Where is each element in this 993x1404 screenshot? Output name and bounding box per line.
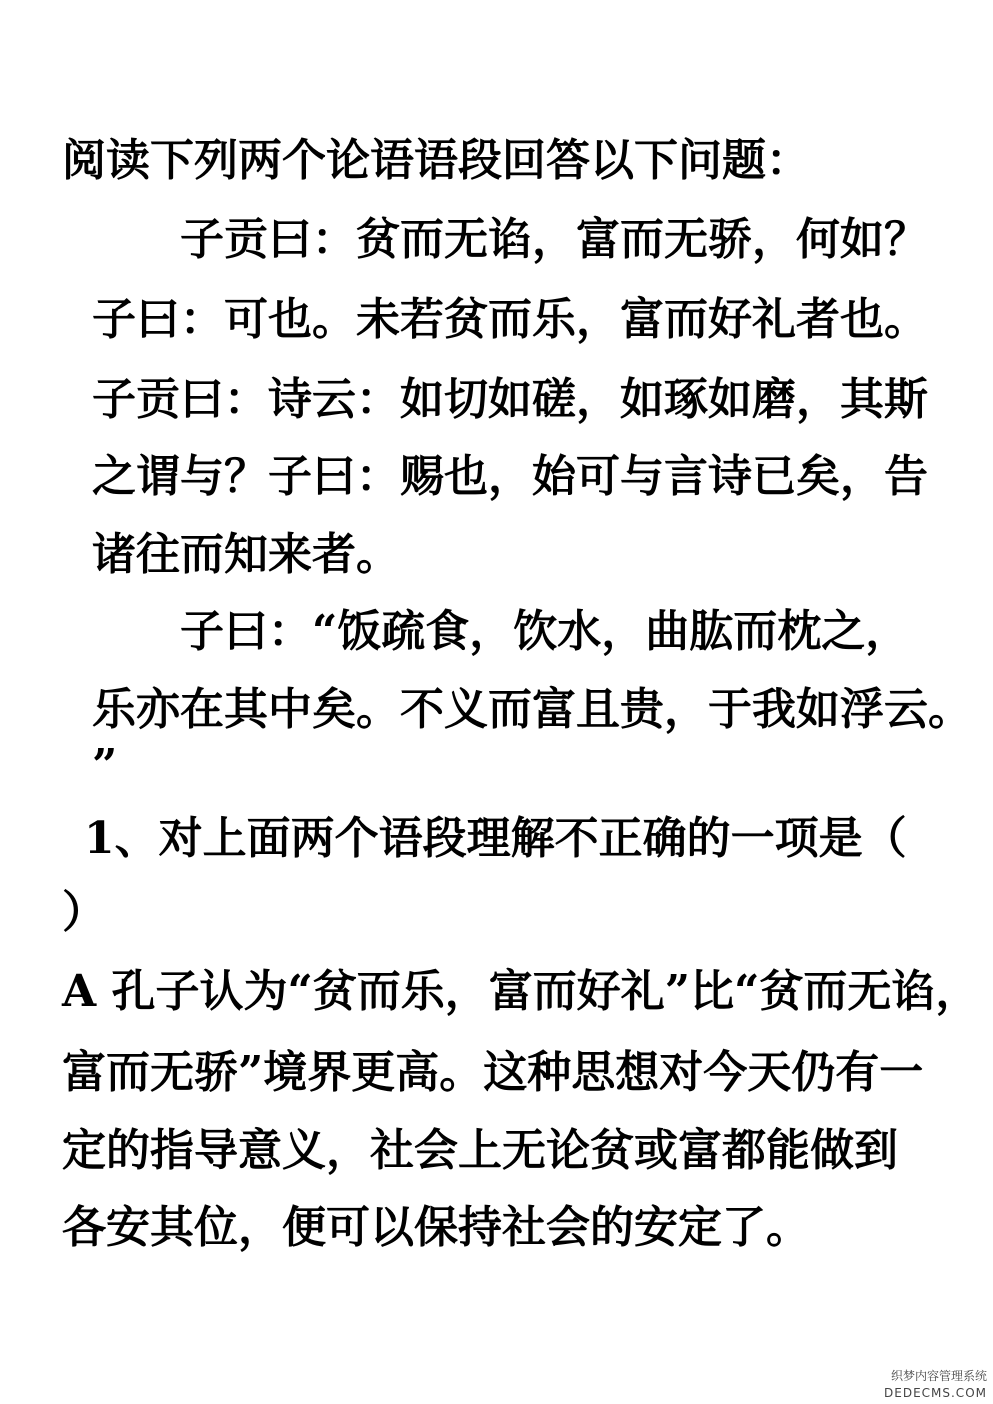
passage1-line3: 子贡曰：诗云：如切如磋，如琢如磨，其斯	[92, 374, 928, 425]
passage1-line2: 子曰：可也。未若贫而乐，富而好礼者也。	[92, 294, 928, 345]
passage1-line5: 诸往而知来者。	[92, 529, 400, 580]
question-prompt: 阅读下列两个论语语段回答以下问题：	[62, 135, 810, 186]
watermark-text: 织梦内容管理系统	[890, 1369, 987, 1383]
passage2-line2: 乐亦在其中矣。不义而富且贵，于我如浮云。	[92, 684, 972, 735]
passage1-line4: 之谓与？子曰：赐也，始可与言诗已矣，告	[92, 451, 928, 502]
question-1-paren: ）	[62, 887, 106, 938]
question-1-text: 1、对上面两个语段理解不正确的一项是（	[84, 813, 907, 864]
passage2-line1: 子曰：“饭疏食，饮水，曲肱而枕之，	[180, 606, 910, 657]
watermark-url: DEDECMS.COM	[884, 1386, 987, 1400]
option-a-line3: 定的指导意义，社会上无论贫或富都能做到	[62, 1125, 898, 1176]
option-a-line1: A 孔子认为“贫而乐，富而好礼”比“贫而无谄，	[62, 966, 980, 1017]
option-a-line2: 富而无骄”境界更高。这种思想对今天仍有一	[62, 1047, 924, 1098]
option-a-line4: 各安其位，便可以保持社会的安定了。	[62, 1202, 810, 1253]
passage2-closing-quote: ”	[92, 740, 118, 791]
passage1-line1: 子贡曰：贫而无谄，富而无骄，何如？	[180, 214, 928, 265]
